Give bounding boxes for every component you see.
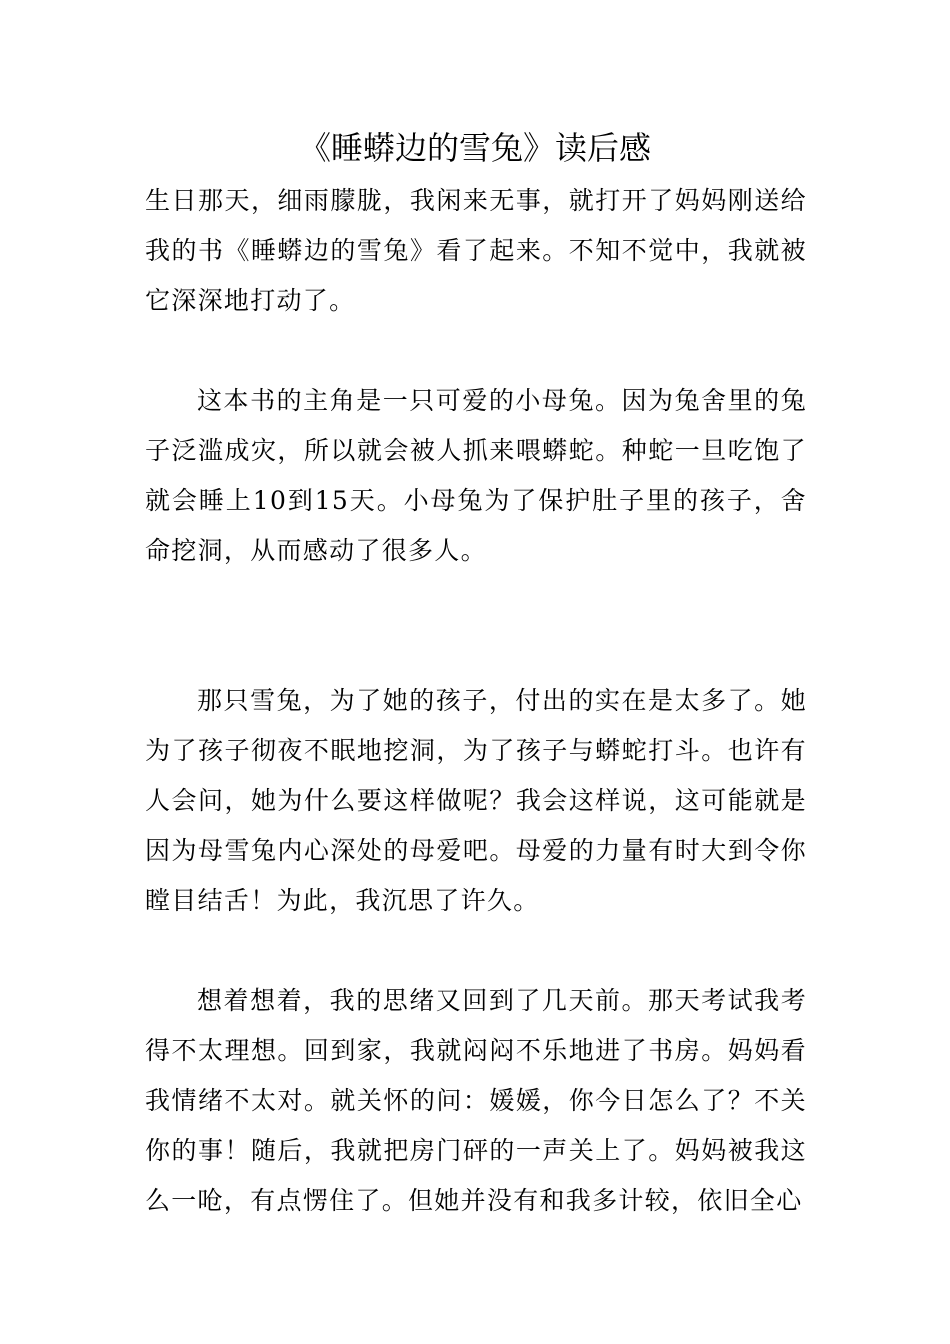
paragraph-3: 那只雪兔，为了她的孩子，付出的实在是太多了。她为了孩子彻夜不眠地挖洞，为了孩子与蟒蛇打斗。也许有人会问，她为什么要这样做呢？我会这样说，这可能就是因为母雪兔内心深处的母爱吧。母爱的力量有时大到令你瞠目结舌！为此，我沉思了许久。 bbox=[145, 686, 807, 915]
document-title: 《睡蟒边的雪兔》读后感 bbox=[298, 129, 651, 167]
paragraph-2: 这本书的主角是一只可爱的小母兔。因为兔舍里的兔子泛滥成灾，所以就会被人抓来喂蟒蛇。种蛇一旦吃饱了就会睡上10到15天。小母兔为了保护肚子里的孩子，舍命挖洞，从而感动了很多人。 bbox=[145, 386, 807, 565]
paragraph-4: 想着想着，我的思绪又回到了几天前。那天考试我考得不太理想。回到家，我就闷闷不乐地进了书房。妈妈看我情绪不太对。就关怀的问：媛媛，你今日怎么了？不关你的事！随后，我就把房门砰的一声关上了。妈妈被我这么一呛，有点愣住了。但她并没有和我多计较，依旧全心 bbox=[145, 986, 807, 1215]
paragraph-1: 生日那天，细雨朦胧，我闲来无事，就打开了妈妈刚送给我的书《睡蟒边的雪兔》看了起来。不知不觉中，我就被它深深地打动了。 bbox=[145, 186, 807, 315]
